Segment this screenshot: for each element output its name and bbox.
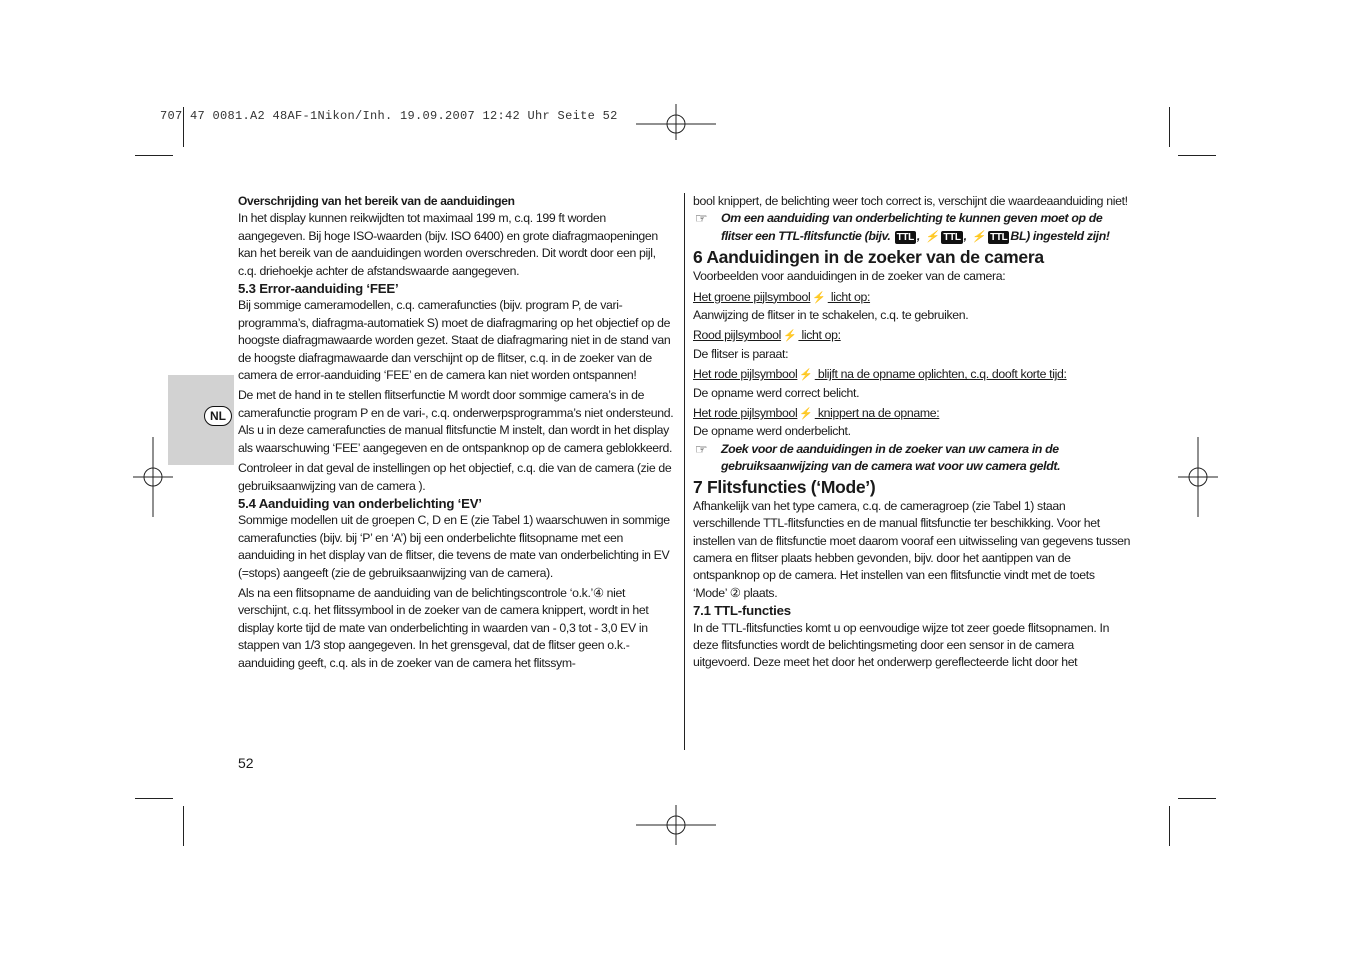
paragraph: Als na een flitsopname de aanduiding van de belichtingscontrole ‘o.k.’④ niet verschijnt, c.q. het flitssymbool in de zoeker van de camera knippert, wordt in het display korte tijd de mate van onderbelichting in waarden van - 0,3 tot - 3,0 EV in stappen van 1/3 stop aangegeven. In het grensgeval, dat de flitser geen o.k.-aanduiding geeft, c.q. als in de zoeker van de camera het flitssym- bbox=[238, 585, 649, 670]
paragraph: Afhankelijk van het type camera, c.q. de cameragroep (zie Tabel 1) staan verschillende TTL-flitsfuncties en de manual flitsfunctie ter beschikking. Voor het instellen van de flitsfunctie moet daarom vooraf een uitwisseling van gegevens tussen camera en flitser plaats hebben gevonden, bijv. door het aantippen van de ontspanknop op de camera. Het instellen van een flitsfunctie vindt met de toets ‘Mode’ ② plaats. bbox=[693, 498, 1131, 600]
print-slug: 707 47 0081.A2 48AF-1Nikon/Inh. 19.09.2007 12:42 Uhr Seite 52 bbox=[160, 109, 618, 123]
item-suffix: knippert na de opname: bbox=[814, 406, 940, 421]
paragraph: Voorbeelden voor aanduidingen in de zoeker van de camera: bbox=[693, 269, 1006, 284]
note-text: Om een aanduiding van onderbelichting te kunnen geven moet op de flitser een TTL-flitsfunctie (bijv. bbox=[721, 211, 1103, 243]
crop-mark bbox=[135, 155, 173, 156]
list-item bbox=[693, 327, 1131, 363]
paragraph: Sommige modellen uit de groepen C, D en E (zie Tabel 1) waarschuwen in sommige camerafuncties (bijv. bij ‘P’ en ‘A’) bij een onderbelichte flitsopname met een aanduiding in het display van de flitser, die tevens de mate van onderbelichting in EV (=stops) aangeeft (zie de gebruiksaanwijzing van de camera). bbox=[238, 513, 670, 580]
item-text: De opname werd correct belicht. bbox=[693, 385, 860, 400]
section-heading: 7.1 TTL-functies bbox=[693, 603, 791, 619]
item-text: De opname werd onderbelicht. bbox=[693, 424, 851, 439]
crop-mark bbox=[1169, 806, 1170, 846]
ttl-badge: TTL bbox=[896, 231, 914, 243]
section-heading: 5.3 Error-aanduiding ‘FEE’ bbox=[238, 281, 399, 297]
item-label: Rood pijlsymbool bbox=[693, 328, 782, 343]
crop-mark bbox=[135, 798, 173, 799]
language-badge: NL bbox=[204, 406, 232, 426]
item-label: Het groene pijlsymbool bbox=[693, 289, 811, 304]
paragraph: In de TTL-flitsfuncties komt u op eenvoudige wijze tot zeer goede flitsopnamen. In deze flitsfuncties wordt de belichtingsmeting door een sensor in de camera uitgevoerd. Deze meet het door het onderwerp gereflecteerde licht door het bbox=[693, 620, 1110, 670]
note: ☞ Om een aanduiding van onderbelichting te kunnen geven moet op de flitser een TTL-flitsfunctie (bijv. TTL , ⚡ TTL , ⚡ TTL BL) ingesteld zijn! bbox=[693, 210, 1131, 246]
item-suffix: licht op: bbox=[798, 328, 841, 343]
item-text: Aanwijzing de flitser in te schakelen, c.q. te gebruiken. bbox=[693, 308, 969, 323]
right-column bbox=[693, 193, 1131, 672]
registration-mark-left bbox=[133, 437, 173, 517]
flash-arrow-icon: ⚡ bbox=[812, 291, 826, 304]
section-heading: Overschrijding van het bereik van de aanduidingen bbox=[238, 194, 515, 208]
section-heading: 5.4 Aanduiding van onderbelichting ‘EV’ bbox=[238, 495, 482, 511]
chapter-heading: 6 Aanduidingen in de zoeker van de camera bbox=[693, 247, 1044, 268]
item-suffix: blijft na de opname oplichten, c.q. dooft korte tijd: bbox=[814, 367, 1067, 382]
ttl-badge: TTL bbox=[943, 231, 961, 243]
crop-mark bbox=[1169, 107, 1170, 147]
list-item bbox=[693, 405, 1131, 441]
page-number: 52 bbox=[238, 755, 254, 771]
chapter-heading: 7 Flitsfuncties (‘Mode’) bbox=[693, 476, 876, 497]
crop-mark bbox=[183, 806, 184, 846]
paragraph: In het display kunnen reikwijdten tot maximaal 199 m, c.q. 199 ft worden aangegeven. Bij hoge ISO-waarden (bijv. ISO 6400) en grote diafragmaopeningen kan het bereik van de aanduidingen worden overschreden. Dit wordt door een pijl, c.q. driehoekje achter de afstandswaarde aangegeven. bbox=[238, 211, 658, 278]
crop-mark bbox=[1178, 155, 1216, 156]
flash-icon: ⚡ bbox=[925, 230, 939, 243]
list-item bbox=[693, 289, 1131, 325]
ttl-badge: TTL bbox=[990, 231, 1008, 243]
item-text: De flitser is paraat: bbox=[693, 346, 789, 361]
paragraph: Bij sommige cameramodellen, c.q. camerafuncties (bijv. program P, de vari-programma’s, diafragma-automatiek S) moet de diafragmaring op het objectief op de hoogste diafragmawaarde worden gezet. Staat de diafragmaring niet in de stand van de hoogste diafragmawaarde dan verschijnt op de flitser, c.q. in de zoeker van de camera de error-aanduiding ‘FEE’ en de camera kan niet worden ontspannen! bbox=[238, 298, 671, 383]
paragraph: De met de hand in te stellen flitserfunctie M wordt door sommige camera’s in de camerafunctie program P en de vari-, c.q. onderwerpsprogramma’s niet ondersteund. Als u in deze camerafuncties de manual flitsfunctie M instelt, dan wordt in het display als waarschuwing ‘FEE’ aangegeven en de ontspanknop op de camera geblokkeerd. bbox=[238, 388, 674, 455]
flash-arrow-icon: ⚡ bbox=[799, 369, 813, 382]
flash-icon: ⚡ bbox=[971, 230, 986, 243]
registration-mark-right bbox=[1178, 437, 1218, 517]
list-item bbox=[693, 366, 1131, 402]
flash-arrow-icon: ⚡ bbox=[783, 330, 797, 343]
registration-mark-top bbox=[636, 100, 716, 140]
note bbox=[693, 441, 1131, 476]
item-label: Het rode pijlsymbool bbox=[693, 406, 798, 421]
item-suffix: licht op: bbox=[827, 289, 871, 304]
pointing-hand-icon: ☞ bbox=[695, 210, 708, 227]
crop-mark bbox=[1178, 798, 1216, 799]
flash-arrow-icon: ⚡ bbox=[799, 408, 813, 421]
column-divider bbox=[684, 193, 685, 750]
pointing-hand-icon: ☞ bbox=[695, 440, 708, 457]
note-text: Zoek voor de aanduidingen in de zoeker van uw camera in de gebruiksaanwijzing van de camera wat voor uw camera geldt. bbox=[721, 441, 1061, 474]
registration-mark-bottom bbox=[636, 805, 716, 847]
paragraph: Controleer in dat geval de instellingen op het objectief, c.q. die van de camera (zie de gebruiksaanwijzing van de camera ). bbox=[238, 461, 672, 493]
item-label: Het rode pijlsymbool bbox=[693, 367, 798, 382]
left-column bbox=[238, 193, 676, 672]
paragraph: bool knippert, de belichting weer toch correct is, verschijnt die waardeaanduiding niet! bbox=[693, 194, 1128, 208]
note-text: BL) ingesteld zijn! bbox=[1010, 228, 1110, 243]
